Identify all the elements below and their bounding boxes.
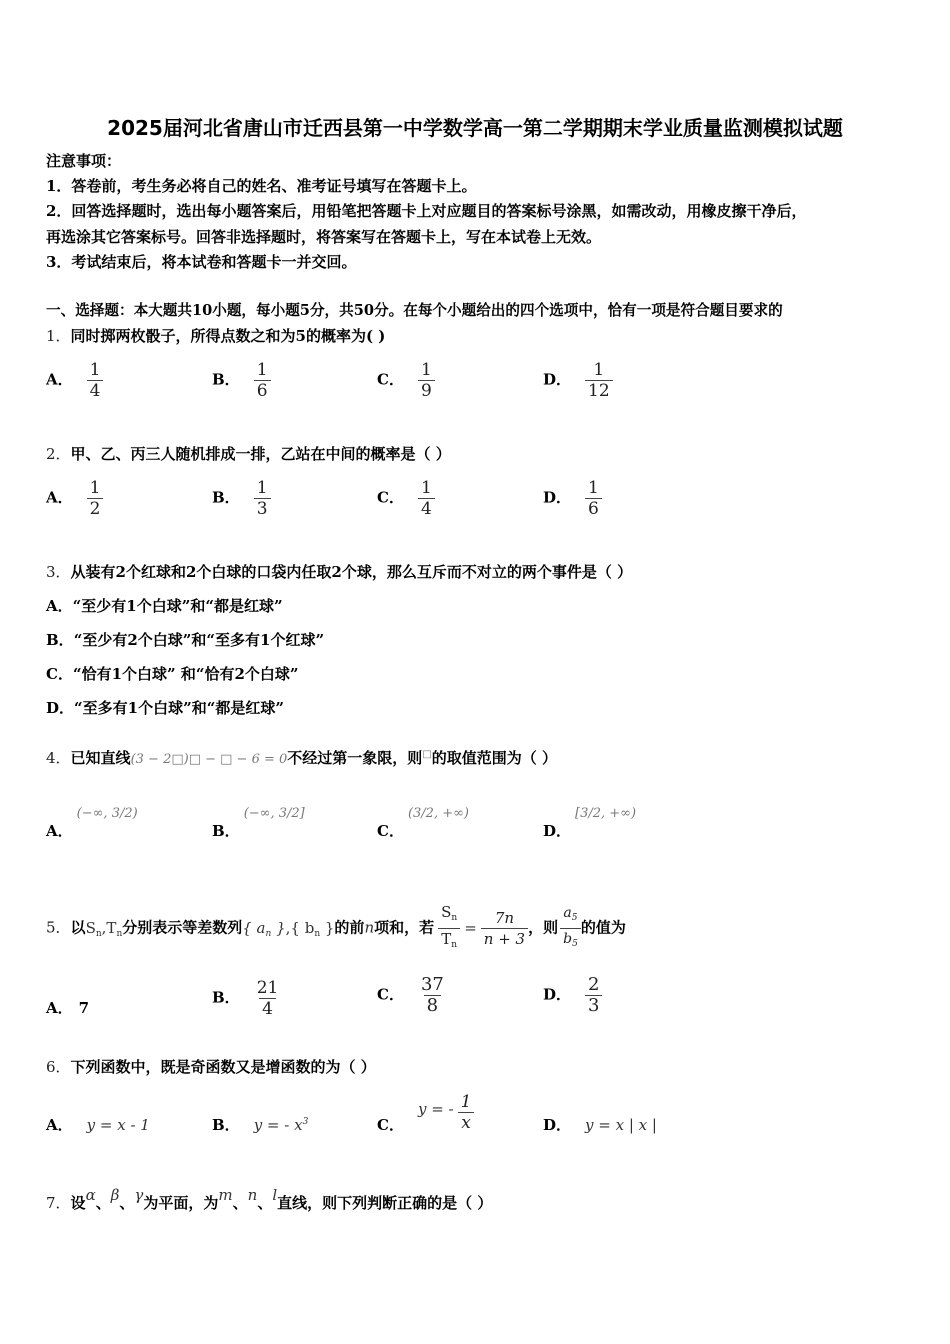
q4-option-c[interactable]: [377, 806, 469, 841]
option-label: A．: [46, 1116, 73, 1134]
question-number: 7．: [46, 1194, 71, 1212]
denominator: 4: [259, 998, 276, 1019]
seq-a-close: }: [271, 918, 286, 937]
numerator: 1: [588, 478, 599, 498]
line-equation: (3 − 2□)□ − □ − 6 = 0: [130, 752, 288, 767]
seq-a-symbol: { a: [242, 918, 266, 937]
denominator: x: [458, 1112, 474, 1133]
option-label: D．: [543, 1116, 572, 1134]
option-label: B．: [46, 631, 74, 649]
numerator: 37: [420, 974, 444, 995]
q3-option-a[interactable]: [46, 595, 283, 617]
numerator: 1: [593, 360, 605, 380]
separator: 、: [95, 1194, 111, 1212]
interval-expression: [3/2, +∞): [575, 806, 637, 821]
option-label: B．: [212, 822, 240, 840]
separator: 、: [232, 1194, 248, 1212]
seq-b-symbol: ,{ b: [285, 918, 315, 937]
numerator: 1: [256, 360, 268, 380]
q1-option-b[interactable]: [212, 360, 271, 401]
notice-item-2: 2．回答选择题时，选出每小题答案后，用铅笔把答题卡上对应题目的答案标号涂黑，如需改动，用橡皮擦干净后，: [46, 202, 807, 220]
sum-t: [106, 919, 122, 937]
denominator: 4: [418, 498, 435, 519]
interval-expression: (−∞, 3/2): [76, 806, 138, 821]
function-expression: y = - x: [253, 1116, 303, 1134]
notice-item-2-cont: 再选涂其它答案标号。回答非选择题时，将答案写在答题卡上，写在本试卷上无效。: [46, 228, 602, 246]
denominator: n + 3: [481, 928, 528, 949]
option-label: C．: [46, 665, 73, 683]
question-number: 3．: [46, 563, 71, 581]
option-label: C．: [377, 488, 404, 507]
question-number: 4．: [46, 749, 71, 767]
q5-option-a[interactable]: [46, 997, 89, 1018]
separator: 、: [257, 1194, 273, 1212]
question-number: 5．: [46, 918, 71, 937]
sequence-b: [286, 919, 335, 937]
plane-gamma: γ: [134, 1186, 144, 1204]
question-text-end: 的取值范围为（ ）: [431, 749, 557, 767]
fraction: [254, 478, 271, 519]
q5-option-d[interactable]: [543, 975, 602, 1016]
variable-placeholder: □: [422, 749, 432, 760]
fraction: [585, 975, 602, 1016]
s-symbol: S: [441, 903, 452, 921]
denominator: 12: [585, 380, 613, 401]
denominator: 3: [254, 498, 271, 519]
option-label: C．: [377, 822, 404, 840]
option-label: A．: [46, 597, 73, 615]
ratio-ab: [560, 903, 581, 954]
plane-alpha: α: [85, 1186, 96, 1204]
option-label: C．: [377, 1116, 404, 1134]
question-3: [46, 561, 632, 583]
question-text: 已知直线: [70, 749, 131, 767]
q6-option-a[interactable]: [46, 1114, 150, 1135]
question-7: [46, 1180, 492, 1218]
q6-option-c[interactable]: [377, 1092, 474, 1135]
numerator: [438, 902, 460, 928]
seq-b-subscript: n: [314, 928, 321, 939]
comma: ,: [101, 918, 107, 937]
option-label: D．: [543, 370, 572, 389]
numerator: 21: [256, 978, 279, 998]
fraction: [585, 478, 602, 519]
q1-option-d[interactable]: [543, 360, 613, 401]
t-subscript: n: [451, 940, 458, 950]
variable-n: n: [364, 918, 375, 937]
numerator: 1: [420, 478, 432, 498]
option-label: C．: [377, 985, 404, 1004]
question-number: 6．: [46, 1058, 71, 1076]
q2-option-d[interactable]: [543, 478, 602, 519]
ratio-rhs: [481, 908, 528, 949]
fraction: [585, 360, 613, 401]
q5-option-c[interactable]: [377, 975, 447, 1016]
function-expression: y = x - 1: [86, 1116, 150, 1134]
numerator: 1: [89, 360, 101, 380]
denominator: 4: [87, 380, 104, 401]
q6-option-b[interactable]: [212, 1114, 308, 1135]
exponent: 3: [302, 1117, 309, 1127]
question-number: 2．: [46, 445, 71, 463]
numerator: 2: [588, 974, 600, 995]
question-1: [46, 325, 385, 347]
option-label: D．: [543, 822, 572, 840]
q5-option-b[interactable]: [212, 978, 281, 1019]
q3-option-c[interactable]: [46, 663, 299, 685]
b-symbol: b: [563, 931, 573, 947]
q4-option-d[interactable]: [543, 806, 636, 841]
q1-option-a[interactable]: [46, 360, 103, 401]
q2-option-b[interactable]: [212, 478, 271, 519]
denominator: [438, 928, 460, 955]
q4-option-b[interactable]: [212, 806, 305, 841]
fraction: [418, 478, 435, 519]
q3-option-d[interactable]: [46, 697, 284, 719]
denominator: [560, 928, 581, 954]
option-label: A．: [46, 999, 73, 1017]
interval-expression: (−∞, 3/2]: [243, 806, 305, 821]
notice-item-1: 1．答卷前，考生务必将自己的姓名、准考证号填写在答题卡上。: [46, 177, 477, 195]
question-text: 以: [70, 918, 86, 937]
a-symbol: a: [563, 905, 572, 921]
option-label: D．: [543, 985, 572, 1004]
option-text: “至少有2个白球”和“至多有1个红球”: [73, 631, 325, 649]
sum-s: [86, 919, 102, 937]
question-text: 分别表示等差数列: [122, 918, 243, 937]
line-n: n: [247, 1186, 258, 1204]
question-4: [46, 744, 557, 771]
q3-option-b[interactable]: [46, 629, 324, 651]
question-number: 1．: [46, 327, 71, 345]
question-text: 的前: [334, 918, 365, 937]
option-label: C．: [377, 370, 404, 389]
q2-option-c[interactable]: [377, 478, 435, 519]
numerator: [560, 903, 580, 928]
s-subscript: n: [451, 913, 458, 923]
option-label: D．: [46, 699, 75, 717]
denominator: 8: [424, 995, 441, 1016]
question-text-middle: 不经过第一象限，则: [287, 749, 423, 767]
function-expression: y = x | x |: [585, 1116, 657, 1134]
option-label: B．: [212, 988, 240, 1007]
denominator: 2: [87, 498, 104, 519]
t-subscript: n: [116, 928, 123, 939]
denominator: 3: [585, 995, 602, 1016]
option-text: “至多有1个白球”和“都是红球”: [74, 699, 284, 717]
numerator: 1: [420, 360, 432, 380]
question-text: 的值为: [580, 918, 626, 937]
denominator: 6: [585, 498, 602, 519]
q4-option-a[interactable]: [46, 806, 138, 841]
question-text: 设: [70, 1194, 86, 1212]
question-text: ，则: [528, 918, 559, 937]
t-symbol: T: [106, 918, 117, 937]
s-subscript: n: [95, 928, 102, 939]
question-text: 项和，若: [374, 918, 435, 937]
fraction: [418, 360, 435, 401]
fraction: [458, 1092, 475, 1133]
question-text: 为平面，为: [143, 1194, 219, 1212]
fraction: [254, 978, 282, 1019]
interval-expression: (3/2, +∞): [407, 806, 470, 821]
s-symbol: S: [85, 918, 96, 937]
notice-item-3: 3．考试结束后，将本试卷和答题卡一并交回。: [46, 253, 357, 271]
plane-beta: β: [110, 1186, 120, 1204]
option-text: “恰有1个白球” 和“恰有2个白球”: [72, 665, 299, 683]
equals-sign: =: [464, 918, 477, 937]
option-label: A．: [46, 370, 73, 389]
fraction: [87, 478, 104, 519]
section-heading: 一、选择题：本大题共10小题，每小题5分，共50分。在每个小题给出的四个选项中，恰有一项是符合题目要求的: [46, 302, 783, 319]
seq-a-subscript: n: [265, 928, 272, 939]
exam-title: 2025届河北省唐山市迁西县第一中学数学高一第二学期期末学业质量监测模拟试题: [107, 116, 843, 140]
question-text: 下列函数中，既是奇函数又是增函数的为（ ）: [70, 1058, 376, 1076]
option-label: B．: [212, 1116, 240, 1134]
option-text: “至少有1个白球”和“都是红球”: [72, 597, 283, 615]
function-expression: y = -: [417, 1100, 454, 1118]
denominator: 6: [254, 380, 271, 401]
q2-option-a[interactable]: [46, 478, 103, 519]
question-text: 从装有2个红球和2个白球的口袋内任取2个球，那么互斥而不对立的两个事件是（ ）: [70, 563, 633, 581]
numerator: 1: [256, 478, 268, 498]
notice-heading: 注意事项：: [46, 152, 122, 170]
a-subscript: 5: [571, 913, 578, 923]
numerator: 1: [460, 1092, 472, 1112]
sequence-a: [242, 919, 285, 937]
denominator: 9: [418, 380, 435, 401]
option-label: A．: [46, 488, 73, 507]
option-label: B．: [212, 370, 240, 389]
ratio-st: [438, 902, 460, 955]
numerator: 7n: [494, 909, 515, 927]
q6-option-d[interactable]: [543, 1114, 657, 1135]
option-label: B．: [212, 488, 240, 507]
question-text: 直线，则下列判断正确的是（ ）: [277, 1194, 493, 1212]
question-5: [46, 902, 626, 956]
question-6: [46, 1056, 376, 1078]
seq-b-close: }: [320, 918, 335, 937]
numerator: 1: [89, 478, 101, 498]
option-value: 7: [78, 999, 90, 1017]
line-l: l: [272, 1186, 278, 1204]
line-m: m: [218, 1186, 233, 1204]
fraction: [254, 360, 271, 401]
option-label: A．: [46, 822, 73, 840]
t-symbol: T: [441, 930, 452, 948]
q1-option-c[interactable]: [377, 360, 435, 401]
fraction: [418, 975, 447, 1016]
question-text: 甲、乙、丙三人随机排成一排，乙站在中间的概率是（ ）: [70, 445, 451, 463]
option-label: D．: [543, 488, 572, 507]
question-2: [46, 443, 451, 465]
question-text: 同时掷两枚骰子，所得点数之和为5的概率为( ): [70, 327, 386, 345]
b-subscript: 5: [572, 939, 578, 949]
separator: 、: [119, 1194, 135, 1212]
fraction: [87, 360, 104, 401]
